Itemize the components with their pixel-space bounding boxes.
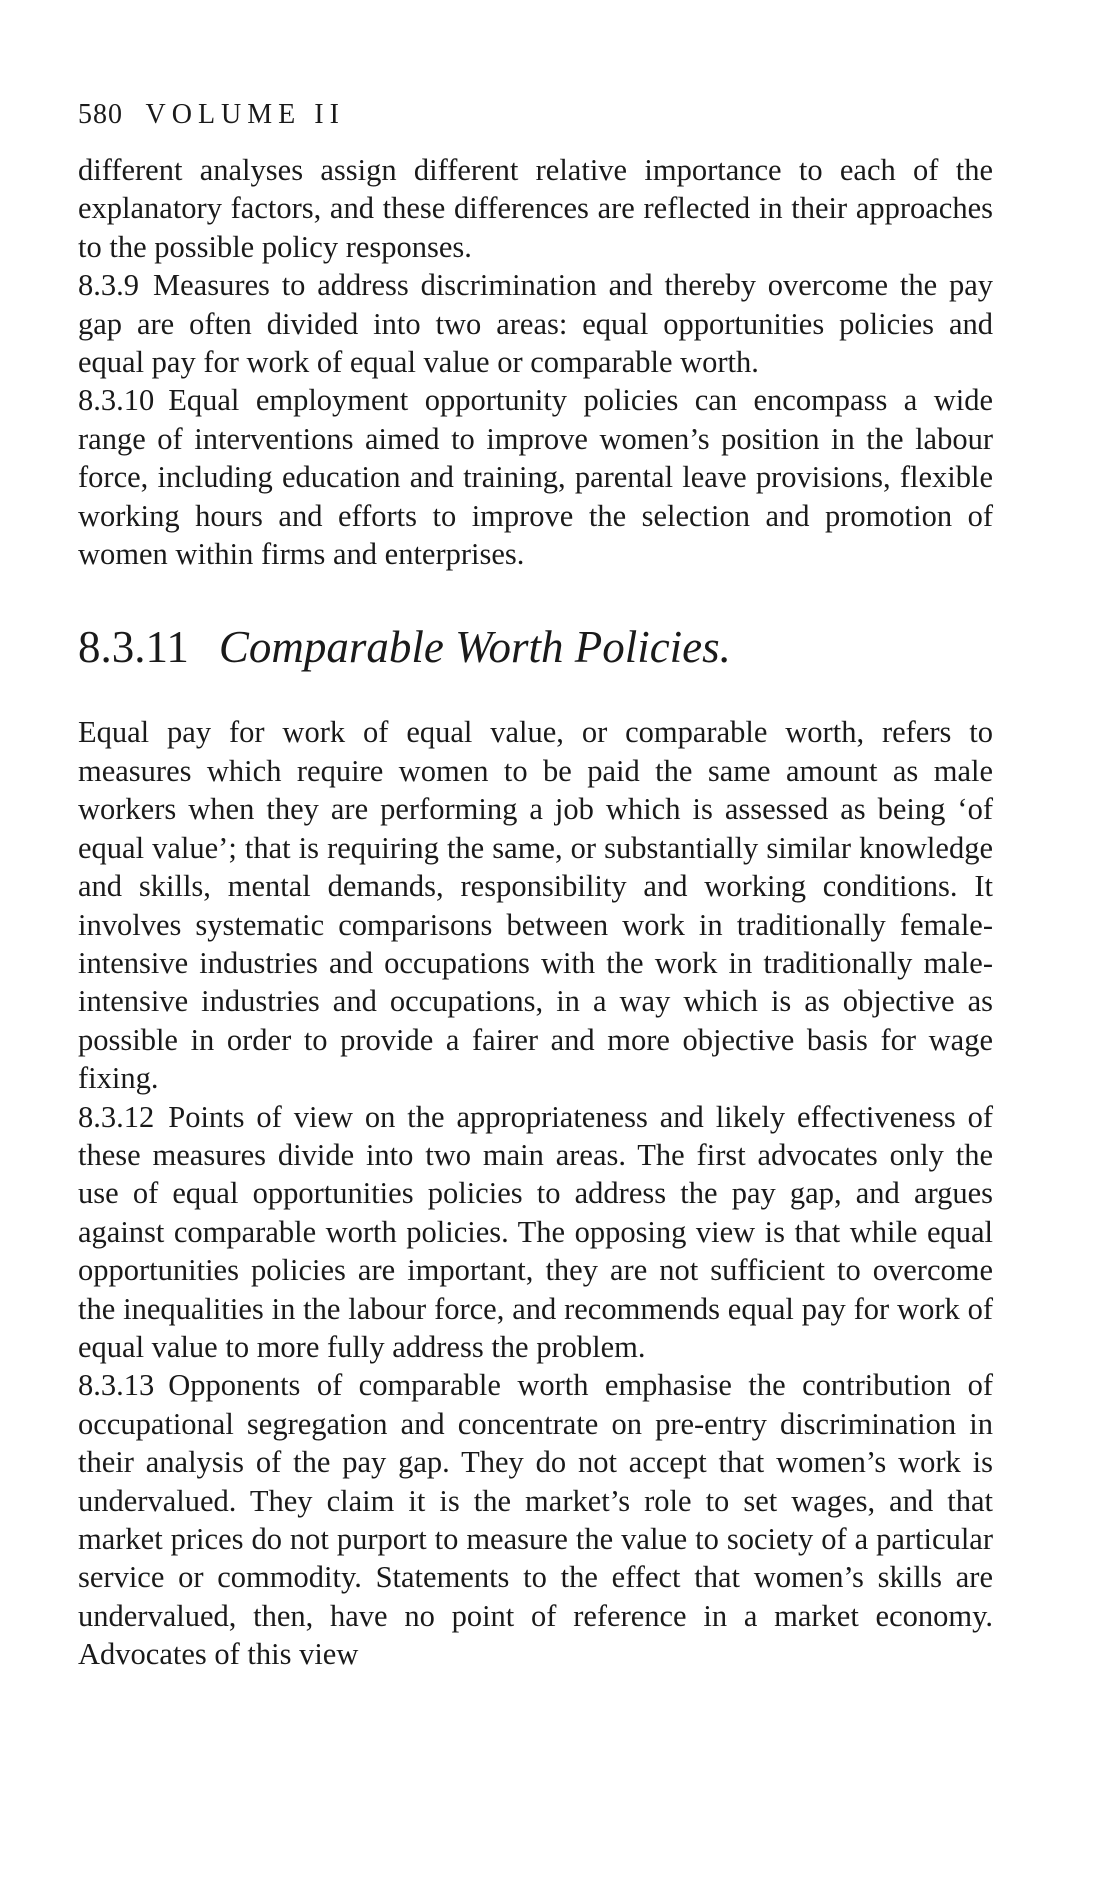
volume-label: VOLUME II (145, 99, 345, 130)
page-number: 580 (78, 99, 123, 130)
paragraph-comparable-worth-intro (78, 713, 993, 1097)
paragraph-8-3-10 (78, 381, 993, 573)
paragraph-number: 8.3.13 (78, 1368, 155, 1403)
paragraph-number: 8.3.9 (78, 268, 139, 303)
paragraph-text: Measures to address discrimination and thereby overcome the pay gap are often divided into two areas: equal opportunities policies and equal pay for work of equal value or comparable worth. (78, 268, 993, 380)
paragraph-number: 8.3.12 (78, 1099, 155, 1134)
paragraph-8-3-12 (78, 1098, 993, 1367)
section-title: Comparable Worth Policies. (218, 622, 731, 673)
paragraph-text: Equal employment opportunity policies can encompass a wide range of interventions aimed to improve women’s position in the labour force, including education and training, parental leave provisions, flexible working hours and efforts to improve the selection and promotion of women within firms and enterprises. (78, 383, 993, 572)
running-head (78, 96, 993, 140)
section-heading (78, 621, 993, 673)
paragraph-8-3-9 (78, 266, 993, 381)
paragraph-text: Opponents of comparable worth emphasise the contribution of occupational segregation and concentrate on pre-entry discrimination in their analysis of the pay gap. They do not accept that women’s work is undervalued. They claim it is the market’s role to set wages, and that market prices do not purport to measure the value to society of a particular service or commodity. Statements to the effect that women’s skills are undervalued, then, have no point of reference in a market economy. Advocates of this view (78, 1368, 993, 1672)
paragraph-8-3-13 (78, 1366, 993, 1673)
paragraph-text: Equal pay for work of equal value, or comparable worth, refers to measures which require women to be paid the same amount as male workers when they are performing a job which is assessed as being ‘of equal value’; that is requiring the same, or substantially similar knowledge and skills, mental demands, responsibility and working conditions. It involves systematic comparisons between work in traditionally female-intensive industries and occupations with the work in traditionally male-intensive industries and occupations, in a way which is as objective as possible in order to provide a fairer and more objective basis for wage fixing. (78, 715, 993, 1096)
paragraph-continued (78, 151, 993, 266)
paragraph-text: Points of view on the appropriateness and likely effectiveness of these measures divide into two main areas. The first advocates only the use of equal opportunities policies to address the pay gap, and argues against comparable worth policies. The opposing view is that while equal opportunities policies are important, they are not sufficient to overcome the inequalities in the labour force, and recommends equal pay for work of equal value to more fully address the problem. (78, 1099, 993, 1364)
section-number: 8.3.11 (78, 622, 189, 673)
paragraph-text: different analyses assign different relative importance to each of the explanatory factors, and these differences are reflected in their approaches to the possible policy responses. (78, 153, 993, 264)
paragraph-number: 8.3.10 (78, 383, 155, 418)
document-page (78, 96, 993, 1674)
